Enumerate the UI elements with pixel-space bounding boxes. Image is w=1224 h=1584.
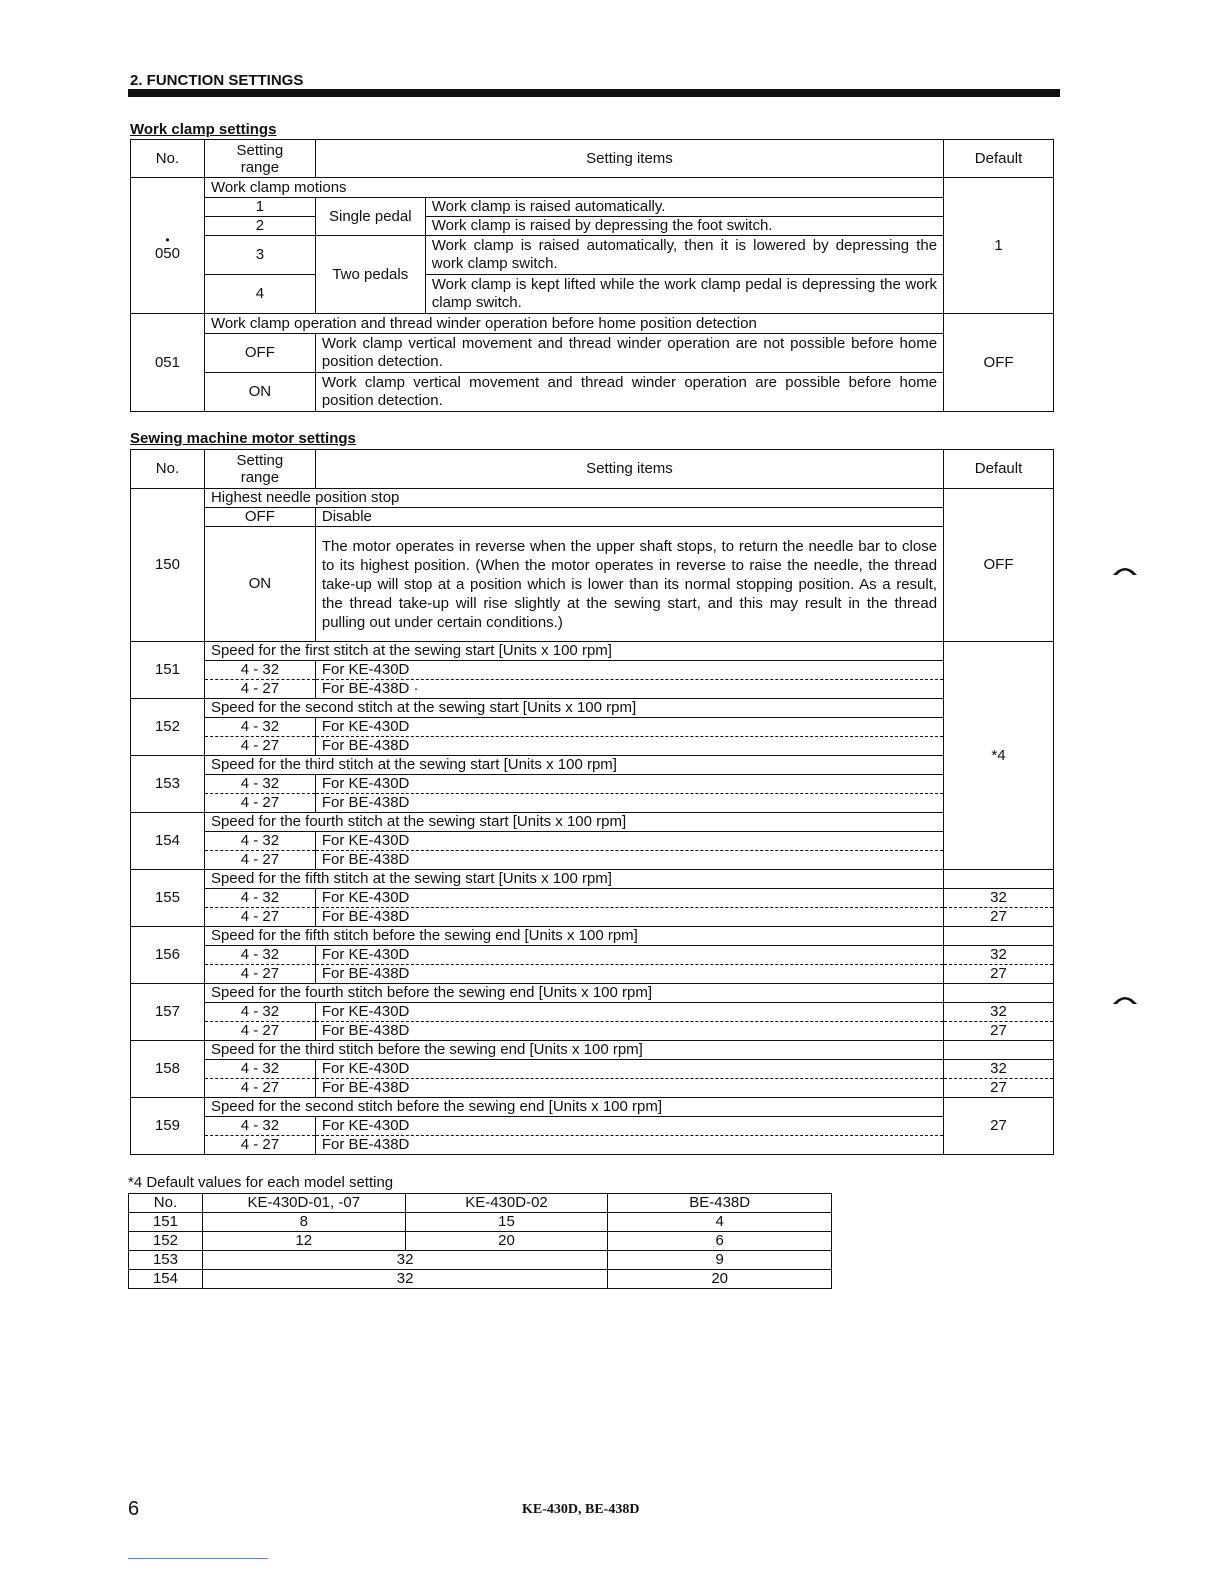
table-row [129,1251,832,1270]
range-value: ON [204,527,315,642]
cell-value: 12 [202,1232,405,1251]
model-label: For KE-430D [315,1003,943,1022]
table-header-row [131,450,1054,489]
range-value: 4 - 32 [204,832,315,851]
speed-be-row [131,1079,1054,1098]
col-no: No. [129,1194,203,1213]
col-ke-0107: KE-430D-01, -07 [202,1194,405,1213]
speed-title-row [131,1041,1054,1060]
range-value: ON [204,373,315,412]
speed-ke-row [131,832,1054,851]
default-050: 1 [944,178,1054,314]
setting-no: 151 [131,642,205,699]
speed-ke-row [131,946,1054,965]
cell-value: 20 [608,1270,832,1289]
range-value: 4 - 27 [204,680,315,699]
group-title: Speed for the first stitch at the sewing start [Units x 100 rpm] [204,642,943,661]
col-ke-02: KE-430D-02 [405,1194,608,1213]
speed-title-row [131,870,1054,889]
range-value: 2 [204,217,315,236]
work-clamp-caption: Work clamp settings [130,121,277,138]
speed-title-row [131,984,1054,1003]
group-title: Speed for the second stitch at the sewing start [Units x 100 rpm] [204,699,943,718]
single-pedal-label: Single pedal [315,198,425,236]
range-value: 4 - 27 [204,1136,315,1155]
model-label: For KE-430D [315,661,943,680]
speed-title-row [131,699,1054,718]
binding-mark-icon [1112,562,1138,576]
speed-be-row [131,965,1054,984]
speed-ke-row [131,718,1054,737]
speed-title-row [131,1098,1054,1117]
motor-table [130,449,1054,1155]
item-text: Work clamp is raised automatically. [425,198,943,217]
binding-mark-icon [1112,991,1138,1005]
section-title: 2. FUNCTION SETTINGS [130,72,304,89]
setting-no-050 [131,178,205,314]
item-text: Work clamp vertical movement and thread winder operation are possible before home position detection. [315,373,943,412]
cell-value: 8 [202,1213,405,1232]
cell-value: 15 [405,1213,608,1232]
default-values-table [128,1193,832,1289]
speed-be-row [131,680,1054,699]
table-row [129,1213,832,1232]
speed-be-row [131,1136,1054,1155]
no-051: 051 [131,314,205,412]
speed-title-row [131,756,1054,775]
col-range: Setting range [204,450,315,489]
default-empty [944,984,1054,1003]
cell-value: 20 [405,1232,608,1251]
range-value: 4 - 32 [204,1003,315,1022]
range-value: 4 - 32 [204,889,315,908]
model-label: For KE-430D [315,1060,943,1079]
col-range: Setting range [204,140,315,178]
model-label: For BE-438D [315,1136,943,1155]
default-value: 27 [944,1022,1054,1041]
model-label: For BE-438D [315,965,943,984]
no-050: 050 [154,244,180,262]
range-value: 4 [204,275,315,314]
item-text: Work clamp is raised by depressing the foot switch. [425,217,943,236]
default-159: 27 [944,1098,1054,1155]
model-label: For KE-430D [315,1117,943,1136]
default-value: 27 [944,1079,1054,1098]
model-label: For KE-430D [315,718,943,737]
default-value: 27 [944,965,1054,984]
speed-ke-row [131,889,1054,908]
default-151-154: *4 [944,642,1054,870]
model-label: For BE-438D [315,1079,943,1098]
speed-ke-row [131,775,1054,794]
range-value: 4 - 27 [204,1022,315,1041]
model-label: For KE-430D [315,889,943,908]
setting-no: 157 [131,984,205,1041]
col-no: No. [131,140,205,178]
model-label: For BE-438D [315,737,943,756]
speed-title-row [131,813,1054,832]
note-title: *4 Default values for each model setting [128,1174,394,1191]
default-value: 32 [944,1003,1054,1022]
cell-no: 153 [129,1251,203,1270]
group-title: Speed for the fourth stitch before the sewing end [Units x 100 rpm] [204,984,943,1003]
default-value: 27 [944,908,1054,927]
range-value: 4 - 27 [204,1079,315,1098]
speed-rows [131,642,1054,1155]
range-value: 4 - 32 [204,775,315,794]
setting-no: 159 [131,1098,205,1155]
default-empty [944,927,1054,946]
range-value: 4 - 32 [204,1117,315,1136]
default-value: 32 [944,1060,1054,1079]
motor-caption: Sewing machine motor settings [130,430,356,447]
cell-value: 32 [202,1251,607,1270]
col-items: Setting items [315,140,943,178]
col-default: Default [944,450,1054,489]
range-value: 3 [204,236,315,275]
group-title: Speed for the third stitch at the sewing start [Units x 100 rpm] [204,756,943,775]
range-value: 4 - 27 [204,737,315,756]
work-clamp-table [130,139,1054,412]
default-empty [944,1041,1054,1060]
model-label: For BE-438D [315,851,943,870]
setting-no: 153 [131,756,205,813]
cell-no: 152 [129,1232,203,1251]
model-label: For KE-430D [315,775,943,794]
group-title: Speed for the fourth stitch at the sewing start [Units x 100 rpm] [204,813,943,832]
range-value: 4 - 32 [204,718,315,737]
speed-title-row [131,927,1054,946]
footer-rule [128,1558,268,1559]
page-number: 6 [128,1498,140,1520]
model-label: For KE-430D [315,832,943,851]
speed-be-row [131,794,1054,813]
bullet-mark: • [165,232,170,247]
speed-ke-row [131,661,1054,680]
default-150: OFF [944,489,1054,642]
cell-no: 151 [129,1213,203,1232]
range-value: 4 - 27 [204,794,315,813]
setting-no: 155 [131,870,205,927]
table-row [129,1270,832,1289]
group-title: Speed for the fifth stitch before the sewing end [Units x 100 rpm] [204,927,943,946]
setting-no: 158 [131,1041,205,1098]
speed-be-row [131,1022,1054,1041]
speed-be-row [131,851,1054,870]
group-title: Speed for the second stitch before the sewing end [Units x 100 rpm] [204,1098,943,1117]
group-title: Work clamp operation and thread winder operation before home position detection [204,314,943,334]
setting-no: 152 [131,699,205,756]
item-text: Work clamp vertical movement and thread winder operation are not possible before home position detection. [315,334,943,373]
group-title: Work clamp motions [204,178,943,198]
speed-title-row [131,642,1054,661]
range-value: 4 - 32 [204,946,315,965]
speed-ke-row [131,1003,1054,1022]
col-items: Setting items [315,450,943,489]
default-value: 32 [944,889,1054,908]
no-150: 150 [131,489,205,642]
range-value: OFF [204,334,315,373]
model-label: For KE-430D [315,946,943,965]
col-no: No. [131,450,205,489]
speed-ke-row [131,1060,1054,1079]
group-title: Highest needle position stop [204,489,943,508]
cell-value: 4 [608,1213,832,1232]
group-title: Speed for the fifth stitch at the sewing start [Units x 100 rpm] [204,870,943,889]
setting-no: 156 [131,927,205,984]
col-default: Default [944,140,1054,178]
item-text: Work clamp is raised automatically, then it is lowered by depressing the work clamp switch. [425,236,943,275]
item-text: The motor operates in reverse when the upper shaft stops, to return the needle bar to close to its highest position. (When the motor operates in reverse to raise the needle, the thread take-up will stop at a position which is lower than its normal stopping position. As a result, the thread take-up will rise slightly at the sewing start, and this may result in the thread pulling out under certain conditions.) [315,527,943,642]
group-title: Speed for the third stitch before the sewing end [Units x 100 rpm] [204,1041,943,1060]
range-value: 4 - 32 [204,661,315,680]
table-header-row [129,1194,832,1213]
default-value: 32 [944,946,1054,965]
table-row [129,1232,832,1251]
speed-ke-row [131,1117,1054,1136]
setting-no: 154 [131,813,205,870]
table-header-row [131,140,1054,178]
item-text: Work clamp is kept lifted while the work clamp pedal is depressing the work clamp switch. [425,275,943,314]
speed-be-row [131,908,1054,927]
cell-value: 32 [202,1270,607,1289]
default-empty [944,870,1054,889]
model-label: For BE-438D [315,794,943,813]
cell-value: 6 [608,1232,832,1251]
model-label: For BE-438D · [315,680,943,699]
item-text: Disable [315,508,943,527]
range-value: 4 - 27 [204,965,315,984]
default-051: OFF [944,314,1054,412]
cell-value: 9 [608,1251,832,1270]
range-value: OFF [204,508,315,527]
model-label: For BE-438D [315,1022,943,1041]
model-label: For BE-438D [315,908,943,927]
range-value: 1 [204,198,315,217]
two-pedals-label: Two pedals [315,236,425,314]
cell-no: 154 [129,1270,203,1289]
col-be: BE-438D [608,1194,832,1213]
range-value: 4 - 32 [204,1060,315,1079]
speed-be-row [131,737,1054,756]
range-value: 4 - 27 [204,908,315,927]
footer-model: KE-430D, BE-438D [522,1502,640,1517]
range-value: 4 - 27 [204,851,315,870]
header-rule [128,89,1060,97]
